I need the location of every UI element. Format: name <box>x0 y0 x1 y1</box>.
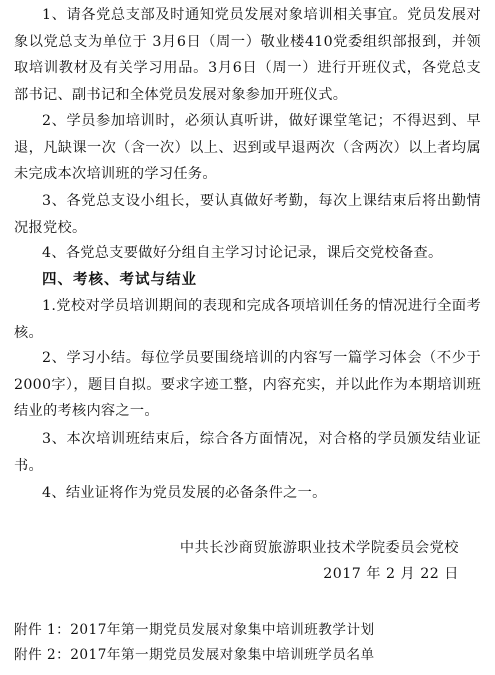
assessment-item-1: 1.党校对学员培训期间的表现和完成各项培训任务的情况进行全面考核。 <box>14 298 481 341</box>
paragraph-item-4: 4、各党总支要做好分组自主学习讨论记录，课后交党校备查。 <box>42 245 443 261</box>
paragraph-item-1: 1、请各党总支部及时通知党员发展对象培训相关事宜。党员发展对象以党总支为单位于 3月6日（周一）敬业楼410党委组织部报到，并领取培训教材及有关学习用品。3月6日（周一）进行开班仪式，各党总支部书记、副书记和全体党员发展对象参加开班仪式。 <box>14 7 481 103</box>
section-heading: 四、考核、考试与结业 <box>42 272 197 288</box>
paragraph-item-2: 2、学员参加培训时，必须认真听讲，做好课堂笔记；不得迟到、早退，凡缺课一次（含一次）以上、迟到或早退两次（含两次）以上者均属未完成本次培训班的学习任务。 <box>14 113 481 182</box>
attachment-2: 附件 2：2017年第一期党员发展对象集中培训班学员名单 <box>14 647 375 663</box>
assessment-item-3: 3、本次培训班结束后，综合各方面情况，对合格的学员颁发结业证书。 <box>14 431 481 474</box>
attachment-1: 附件 1：2017年第一期党员发展对象集中培训班教学计划 <box>14 622 375 638</box>
paragraph-item-3: 3、各党总支设小组长，要认真做好考勤，每次上课结束后将出勤情况报党校。 <box>14 193 481 236</box>
signature-date: 2017 年 2 月 22 日 <box>323 566 459 582</box>
assessment-item-4: 4、结业证将作为党员发展的必备条件之一。 <box>42 485 327 501</box>
assessment-item-2: 2、学习小结。每位学员要围绕培训的内容写一篇学习体会（不少于 2000字），题目自拟。要求字迹工整，内容充实，并以此作为本期培训班结业的考核内容之一。 <box>14 350 481 419</box>
signature-org: 中共长沙商贸旅游职业技术学院委员会党校 <box>179 540 459 556</box>
